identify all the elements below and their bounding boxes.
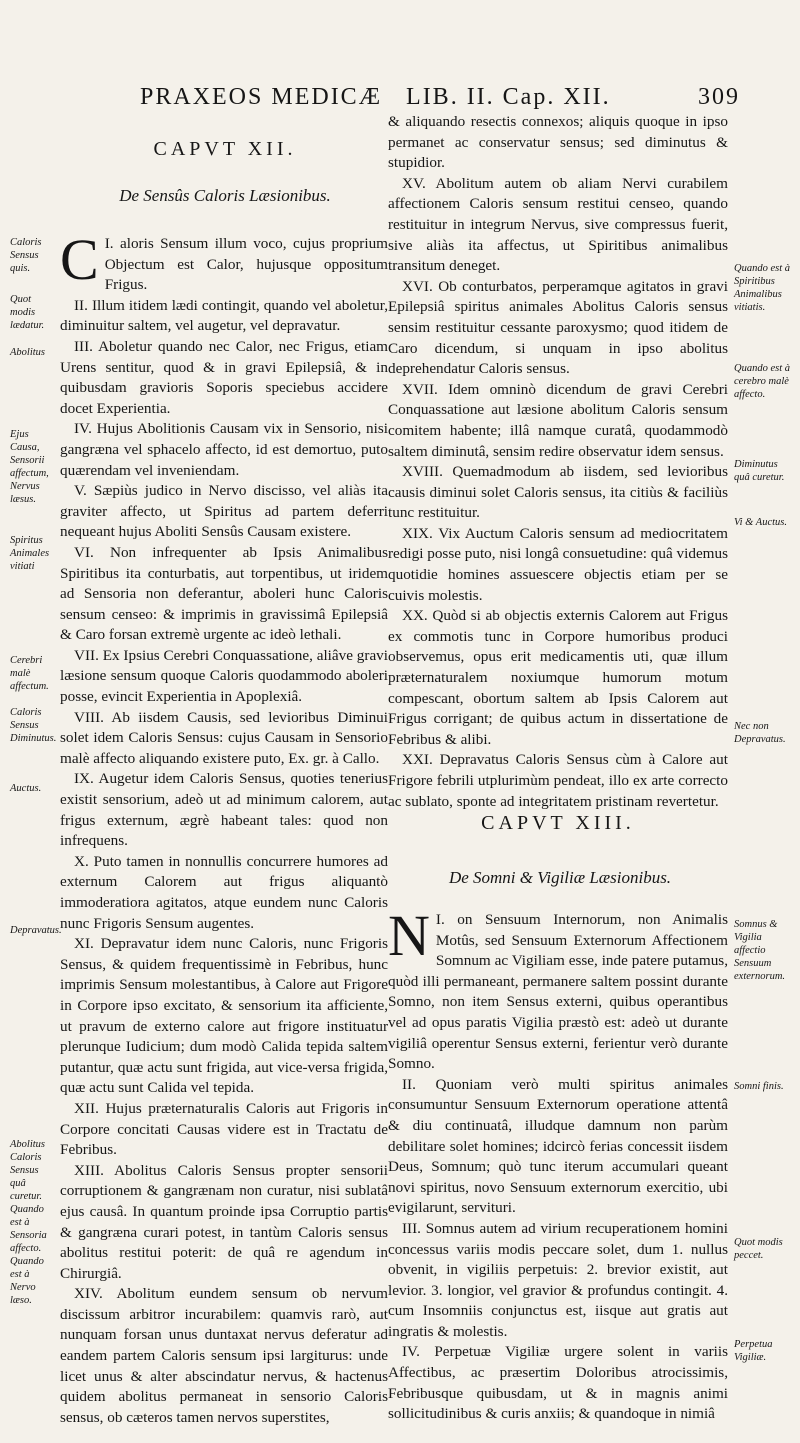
margin-note: Abolitus Caloris Sensus quâ curetur. Quando est à Sensoria affecto. Quando est à Nervo læso.	[10, 1139, 47, 1306]
margin-note: Ejus Causa, Sensorii affectum, Nervus læsus.	[10, 429, 49, 505]
paragraph: XIV. Abolitum eundem sensum ob nervum discissum arbitror incurabilem: quamvis rarò, aut nunquam forsan unus duntaxat nervus deferatur ad eandem partem Caloris sensum ipsi largiturus: unde licet unus & alter abscindatur nervus, & hactenus quidem abolitus permaneat in sensorio Caloris sensus, ob cæteros tamen nervos superstites,	[60, 1285, 388, 1426]
margin-note: Caloris Sensus Diminutus.	[10, 707, 57, 744]
paragraph: XII. Hujus præternaturalis Caloris aut Frigoris in Corpore concitati Causas videre est in Tractatu de Febribus.	[60, 1099, 388, 1159]
paragraph: IV. Perpetuæ Vigiliæ urgere solent in variis Affectibus, ac præsertim Doloribus atrocissimis, Febribusque quibusdam, ut & in magnis animi sollicitudinibus & curis anxiis; & quandoque in nimiâ	[388, 1343, 728, 1423]
paragraph: III. Aboletur quando nec Calor, nec Frigus, etiam Urens sentitur, quod & in gravi Epilepsiâ, & in quibusdam gravioris Soporis speciebus accidere docet Experientia.	[60, 337, 388, 417]
margin-note: Nec non Depravatus.	[734, 721, 786, 745]
running-header	[140, 84, 740, 114]
paragraph: XIX. Vix Auctum Caloris sensum ad mediocritatem redigi posse puto, nisi longâ consuetudine: quâ videmus quotidie homines assuescere objectis etiam per se cuivis molestis.	[388, 524, 728, 604]
margin-note: Vi & Auctus.	[734, 517, 787, 528]
margin-note: Quando est à cerebro malè affecto.	[734, 363, 790, 400]
paragraph: V. Sæpiùs judico in Nervo discisso, vel aliàs ita graviter affecto, ut Spiritus ad partem deferri nequeant hujus Aboliti Sensûs Causam existere.	[60, 482, 388, 541]
paragraph: XXI. Depravatus Caloris Sensus cùm à Calore aut Frigore febrili utplurimùm pendeat, illo ex arte correcto ac sublato, sponte ad integritatem pristinam revertetur.	[388, 751, 728, 810]
book-chapter-ref: LIB. II. Cap. XII.	[406, 84, 611, 110]
margin-note: Abolitus	[10, 347, 46, 358]
running-title: PRAXEOS MEDICÆ	[140, 84, 383, 110]
margin-note: Auctus.	[10, 783, 42, 794]
paragraph: II. Illum itidem lædi contingit, quando vel aboletur, diminuitur saltem, vel augetur, vel depravatur.	[60, 296, 388, 335]
paragraph: XIII. Abolitus Caloris Sensus propter sensorii corruptionem & gangrænam non curatur, nisi sublatâ ejus causâ. In quantum proinde ipsa Corruptio partis & gangræna curari potest, in tantùm Caloris sensus abolitus restitui poterit: de quâ re agendum in Chirurgiâ.	[60, 1161, 388, 1282]
margin-note: Cerebri malè affectum.	[10, 655, 49, 692]
right-column	[388, 112, 728, 812]
margin-note: Quot modis lædatur.	[10, 294, 45, 331]
paragraph: X. Puto tamen in nonnullis concurrere humores ad externum Calorem aut frigus aliquantò immoderatiora agitatos, atque eundem nunc Caloris nunc Frigoris Sensum augentes.	[60, 852, 388, 932]
drop-cap: C	[60, 227, 99, 292]
margin-note: Diminutus quâ curetur.	[734, 459, 785, 483]
margin-note: Caloris Sensus quis.	[10, 237, 42, 274]
margin-note: Somni finis.	[734, 1081, 784, 1092]
right-column-ch13	[388, 903, 728, 1425]
margin-note: Depravatus.	[10, 925, 62, 936]
page-number: 309	[698, 84, 740, 110]
paragraph: VII. Ex Ipsius Cerebri Conquassatione, aliâve gravi læsione sensum quoque Caloris quodammodo aboleri posse, evincit Experientia in Apoplexiâ.	[60, 646, 388, 706]
chapter-title: De Sensûs Caloris Læsionibus.	[119, 186, 331, 205]
margin-note: Quando est à Spiritibus Animalibus vitiatis.	[734, 263, 790, 313]
paragraph: XI. Depravatur idem nunc Caloris, nunc Frigoris Sensus, & quidem frequentissimè in Febribus, hunc imprimis Sensum molestantibus, à Calore aut Frigore in Corpore ipso excitato, & sensorium ita afficiente, ut pravum de externo calore aut frigore instituatur plerunque Iudicium; dum modò Calida tepida saltem putantur, quæ actu sunt frigida, aut vice-versa frigida, quæ actu sunt Calida vel tepida.	[60, 935, 388, 1097]
paragraph: XV. Abolitum autem ob aliam Nervi curabilem affectionem Caloris sensum restitui censeo, quando restituitur in integrum Nervus, sive compressus fuerit, sive aliàs ita affectus, ut Spiritibus animalibus transitum deneget.	[388, 174, 728, 275]
margin-note: Quot modis peccet.	[734, 1237, 783, 1261]
paragraph: C I. aloris Sensum illum voco, cujus proprium Objectum est Calor, hujusque oppositum Frigus.	[60, 227, 388, 294]
paragraph: II. Quoniam verò multi spiritus animales consumuntur Sensuum Externorum operatione attentâ & diu continuatâ, illudque damnum non parùm debilitare solet homines; idcircò ferias concessit iisdem Deus, Somnum; quò tunc iterum accumulari queant novi spiritus, novo Sensuum externorum exercitio, ubi evigilarunt, servituri.	[388, 1075, 728, 1217]
paragraph: VI. Non infrequenter ab Ipsis Animalibus Spiritibus ita conturbatis, aut torpentibus, ut iridem ad Sensoria non deferantur, aboleri hunc Caloris sensum censeo: & imprimis in gravissimâ Epilepsiâ & Caro forsan extremè urgente ac ideò lethali.	[60, 543, 388, 644]
margin-note: Somnus & Vigilia affectio Sensuum externorum.	[734, 919, 786, 982]
margin-note: Perpetua Vigiliæ.	[734, 1339, 773, 1363]
chapter-heading: CAPVT XIII.	[481, 812, 635, 834]
paragraph: N I. on Sensuum Internorum, non Animalis Motûs, sed Sensuum Externorum Affectionem Somnum ac Vigiliam esse, inde patere putamus, quòd illi permaneant, permanere saltem possint durante Somno, non item Sensus externi, quibus operantibus vel ad opus paratis Vigilia præstò est: adeò ut durante vigiliâ operentur Sensus externi, ferientur verò durante Somno.	[388, 903, 728, 1073]
chapter-title: De Somni & Vigiliæ Læsionibus.	[448, 868, 672, 887]
paragraph: XVIII. Quemadmodum ab iisdem, sed levioribus causis diminui solet Caloris sensus, ita citiùs & faciliùs tunc restituitur.	[388, 463, 728, 522]
paragraph: III. Somnus autem ad virium recuperationem homini concessus variis modis peccare solet, dum 1. nullus obvenit, in vigiliis perpetuis: 2. brevior existit, aut levior. 3. longior, vel gravior & profundus contingit. 4. cum Insomniis conjunctus est, iisque aut gratis aut ingratis & molestis.	[388, 1219, 728, 1340]
paragraph: VIII. Ab iisdem Causis, sed levioribus Diminui solet idem Caloris Sensus: cujus Causam in Sensorio malè affecto aliquando existere puto, Ex. gr. à Callo.	[60, 708, 388, 767]
paragraph: IX. Augetur idem Caloris Sensus, quoties tenerius existit sensorium, adeò ut ad minimum calorem, aut frigus externum, ægrè habeant tales: quod non infrequens.	[60, 770, 388, 850]
paragraph: XVI. Ob conturbatos, perperamque agitatos in gravi Epilepsiâ spiritus animales Abolitus Caloris sensus sensim restituitur cessante paroxysmo; quod itidem de Caro dicendum, si unquam in ipso abolitus deprehendatur Caloris sensus.	[388, 277, 728, 378]
left-column	[60, 227, 388, 1428]
paragraph: XX. Quòd si ab objectis externis Calorem aut Frigus ex commotis tunc in Corpore humoribus produci observemus, opus erit medicamentis uti, quæ illum præternaturalem noxiumque humorum motum compescant, obortum saltem ab Ipsis Calorem aut Frigus corrigant; de quibus actum in dissertatione de Febribus & alibi.	[388, 607, 728, 748]
paragraph: & aliquando resectis connexos; aliquis quoque in ipso permanet ac conservatur sensus; sed diminutus & stupidior.	[388, 113, 728, 172]
paragraph: XVII. Idem omninò dicendum de gravi Cerebri Conquassatione aut læsione abolitum Caloris sensum comitem habente; illâ namque curatâ, quodammodò saltem diminutâ, sensim redire observatur idem sensus.	[388, 380, 728, 460]
margin-note: Spiritus Animales vitiati	[10, 535, 50, 572]
paragraph: IV. Hujus Abolitionis Causam vix in Sensorio, nisi gangræna vel sphacelo affecto, id est demortuo, puto quærendam vel inveniendam.	[60, 420, 388, 479]
drop-cap: N	[388, 903, 430, 968]
chapter-heading: CAPVT XII.	[153, 138, 297, 160]
